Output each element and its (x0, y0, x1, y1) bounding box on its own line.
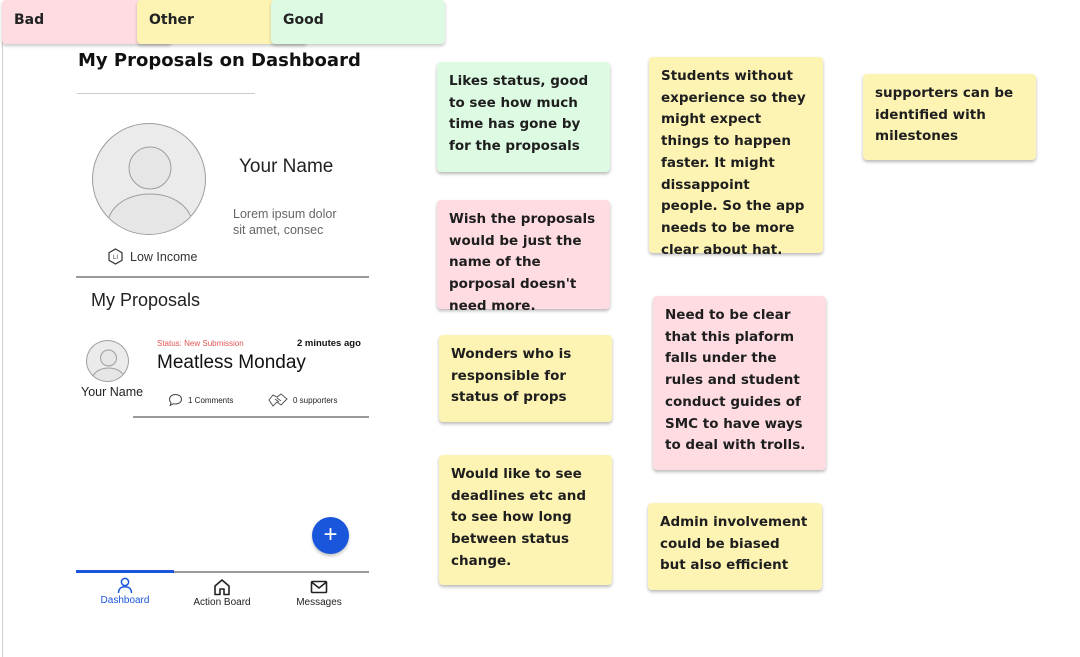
add-proposal-button[interactable] (312, 517, 349, 554)
profile-bio: Lorem ipsum dolor sit amet, consec (233, 207, 337, 237)
sticky-note[interactable]: Students without experience so they might expect things to happen faster. It might dissappoint people. So the app needs to be more clear about hat. (649, 57, 823, 253)
plus-icon: + (323, 521, 338, 548)
legend-other-label: Other (149, 12, 194, 28)
section-title: My Proposals (91, 290, 201, 310)
badge-letter: LI (112, 255, 119, 261)
legend-good-label: Good (283, 12, 324, 28)
sticky-note[interactable]: Admin involvement could be biased but also efficient (648, 503, 822, 590)
comments-count: 1 Comments (188, 395, 234, 405)
proposal-person-icon (87, 341, 129, 382)
proposal-avatar[interactable] (86, 340, 129, 382)
low-income-badge[interactable] (107, 248, 197, 265)
avatar[interactable] (92, 123, 206, 235)
hexagon-badge-icon (107, 248, 124, 265)
nav-messages-label: Messages (296, 597, 342, 608)
nav-dashboard[interactable] (76, 576, 174, 606)
proposal-status: Status: New Submission (157, 339, 244, 348)
nav-action-board-label: Action Board (193, 597, 251, 608)
nav-active-indicator (76, 570, 174, 573)
person-silhouette-icon (93, 124, 206, 235)
badge-label: Low Income (130, 249, 198, 264)
proposal-time: 2 minutes ago (297, 338, 361, 349)
nav-action-board[interactable] (173, 578, 271, 608)
sticky-note[interactable]: supporters can be identified with milestones (863, 74, 1036, 160)
supporters-link[interactable] (267, 391, 337, 409)
comment-bubble-icon (168, 393, 183, 407)
home-icon (213, 578, 231, 596)
nav-dashboard-label: Dashboard (100, 595, 150, 606)
handshake-icon (267, 391, 289, 409)
proposal-title[interactable]: Meatless Monday (157, 352, 306, 373)
page-title: My Proposals on Dashboard (78, 50, 361, 71)
canvas-border (2, 40, 3, 657)
proposal-divider (133, 416, 369, 418)
comments-link[interactable] (168, 393, 233, 407)
title-divider (77, 93, 255, 94)
nav-messages[interactable] (270, 578, 368, 608)
legend-good (271, 0, 445, 44)
profile-name: Your Name (239, 156, 334, 177)
sticky-note[interactable]: Wish the proposals would be just the name of the porposal doesn't need more. (437, 200, 610, 309)
mail-icon (310, 578, 328, 596)
sticky-note[interactable]: Wonders who is responsible for status of props (439, 335, 612, 422)
sticky-note[interactable]: Likes status, good to see how much time has gone by for the proposals (437, 62, 610, 172)
supporters-count: 0 supporters (293, 395, 338, 405)
person-icon (116, 576, 134, 594)
legend-bad-label: Bad (14, 12, 45, 28)
sticky-note[interactable]: Would like to see deadlines etc and to see how long between status change. (439, 455, 612, 585)
profile-divider (76, 276, 369, 278)
sticky-note[interactable]: Need to be clear that this plaform falls under the rules and student conduct guides of SMC to have ways to deal with trolls. (653, 296, 826, 470)
proposal-author: Your Name (81, 385, 144, 399)
